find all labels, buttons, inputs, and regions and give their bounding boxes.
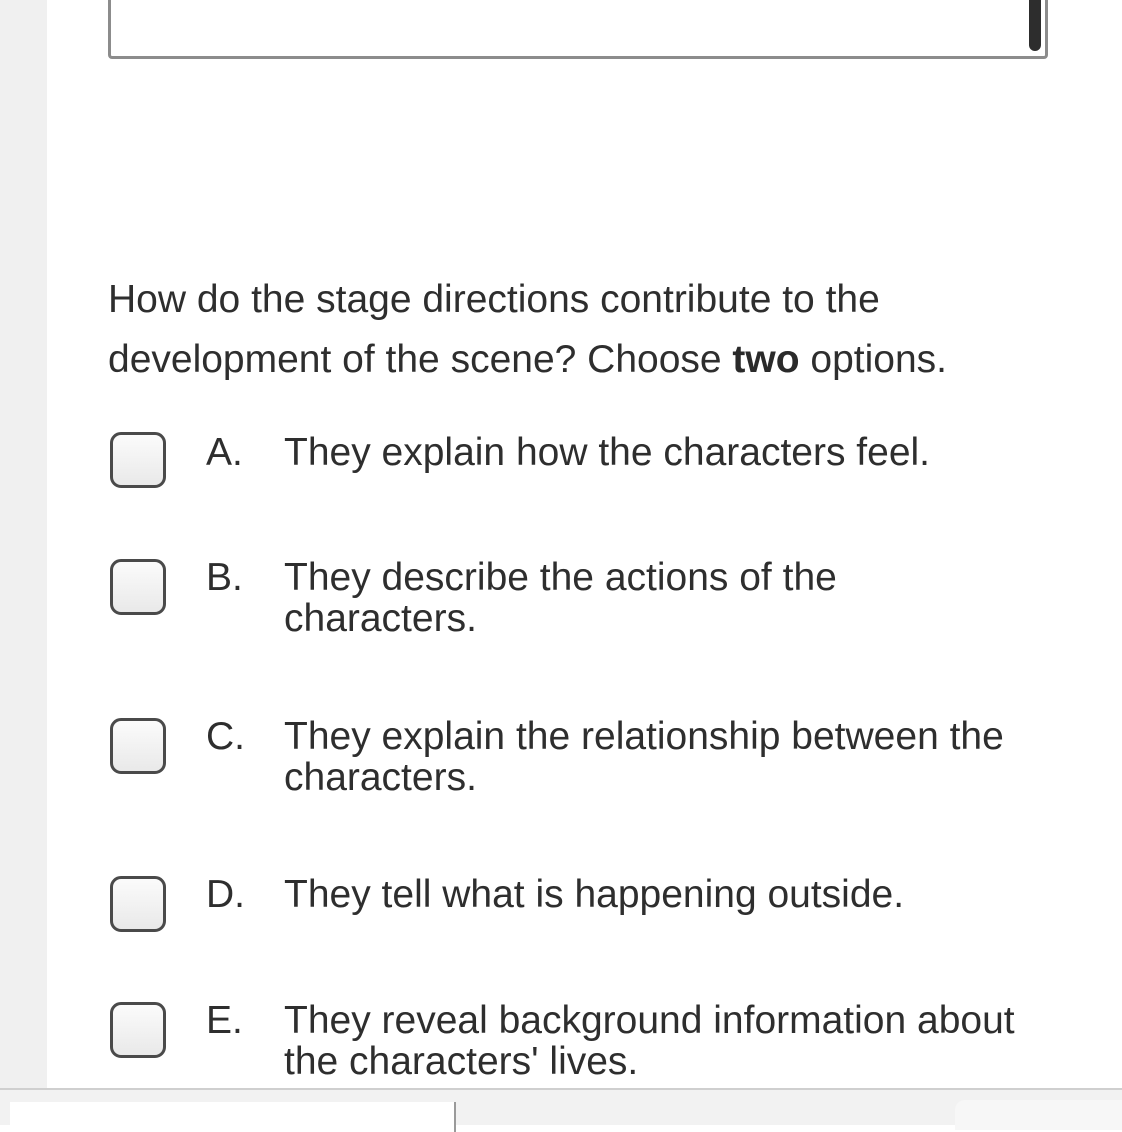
option-letter: C. [206, 715, 245, 758]
option-c[interactable] [110, 716, 1040, 798]
left-gutter [0, 0, 47, 1090]
passage-scroll-box[interactable] [108, 0, 1048, 59]
question-prompt [108, 270, 1068, 390]
bottom-toolbar [0, 1088, 1122, 1125]
option-text: They explain how the characters feel. [284, 431, 931, 474]
option-text: They describe the actions of the characters. [284, 556, 837, 640]
question-text-after: options. [799, 338, 948, 381]
option-letter: B. [206, 556, 243, 599]
option-letter: D. [206, 873, 245, 916]
checkbox-icon[interactable] [110, 559, 166, 615]
option-text: They tell what is happening outside. [284, 873, 905, 916]
option-a[interactable] [110, 432, 1040, 492]
option-text: They explain the relationship between the characters. [284, 715, 1004, 799]
option-letter: E. [206, 999, 243, 1042]
question-text-before: How do the stage directions contribute to the development of the scene? Choose [108, 278, 880, 381]
checkbox-icon[interactable] [110, 876, 166, 932]
option-b[interactable] [110, 557, 1040, 639]
scrollbar-thumb[interactable] [1029, 0, 1041, 51]
option-e[interactable] [110, 1000, 1040, 1082]
option-text: They reveal background information about the characters' lives. [284, 999, 1015, 1083]
option-letter: A. [206, 431, 243, 474]
checkbox-icon[interactable] [110, 718, 166, 774]
option-d[interactable] [110, 874, 1040, 934]
checkbox-icon[interactable] [110, 1002, 166, 1058]
question-emphasis: two [732, 338, 800, 381]
bottom-corner-panel [955, 1100, 1122, 1130]
checkbox-icon[interactable] [110, 432, 166, 488]
bottom-input-field[interactable] [10, 1102, 456, 1132]
